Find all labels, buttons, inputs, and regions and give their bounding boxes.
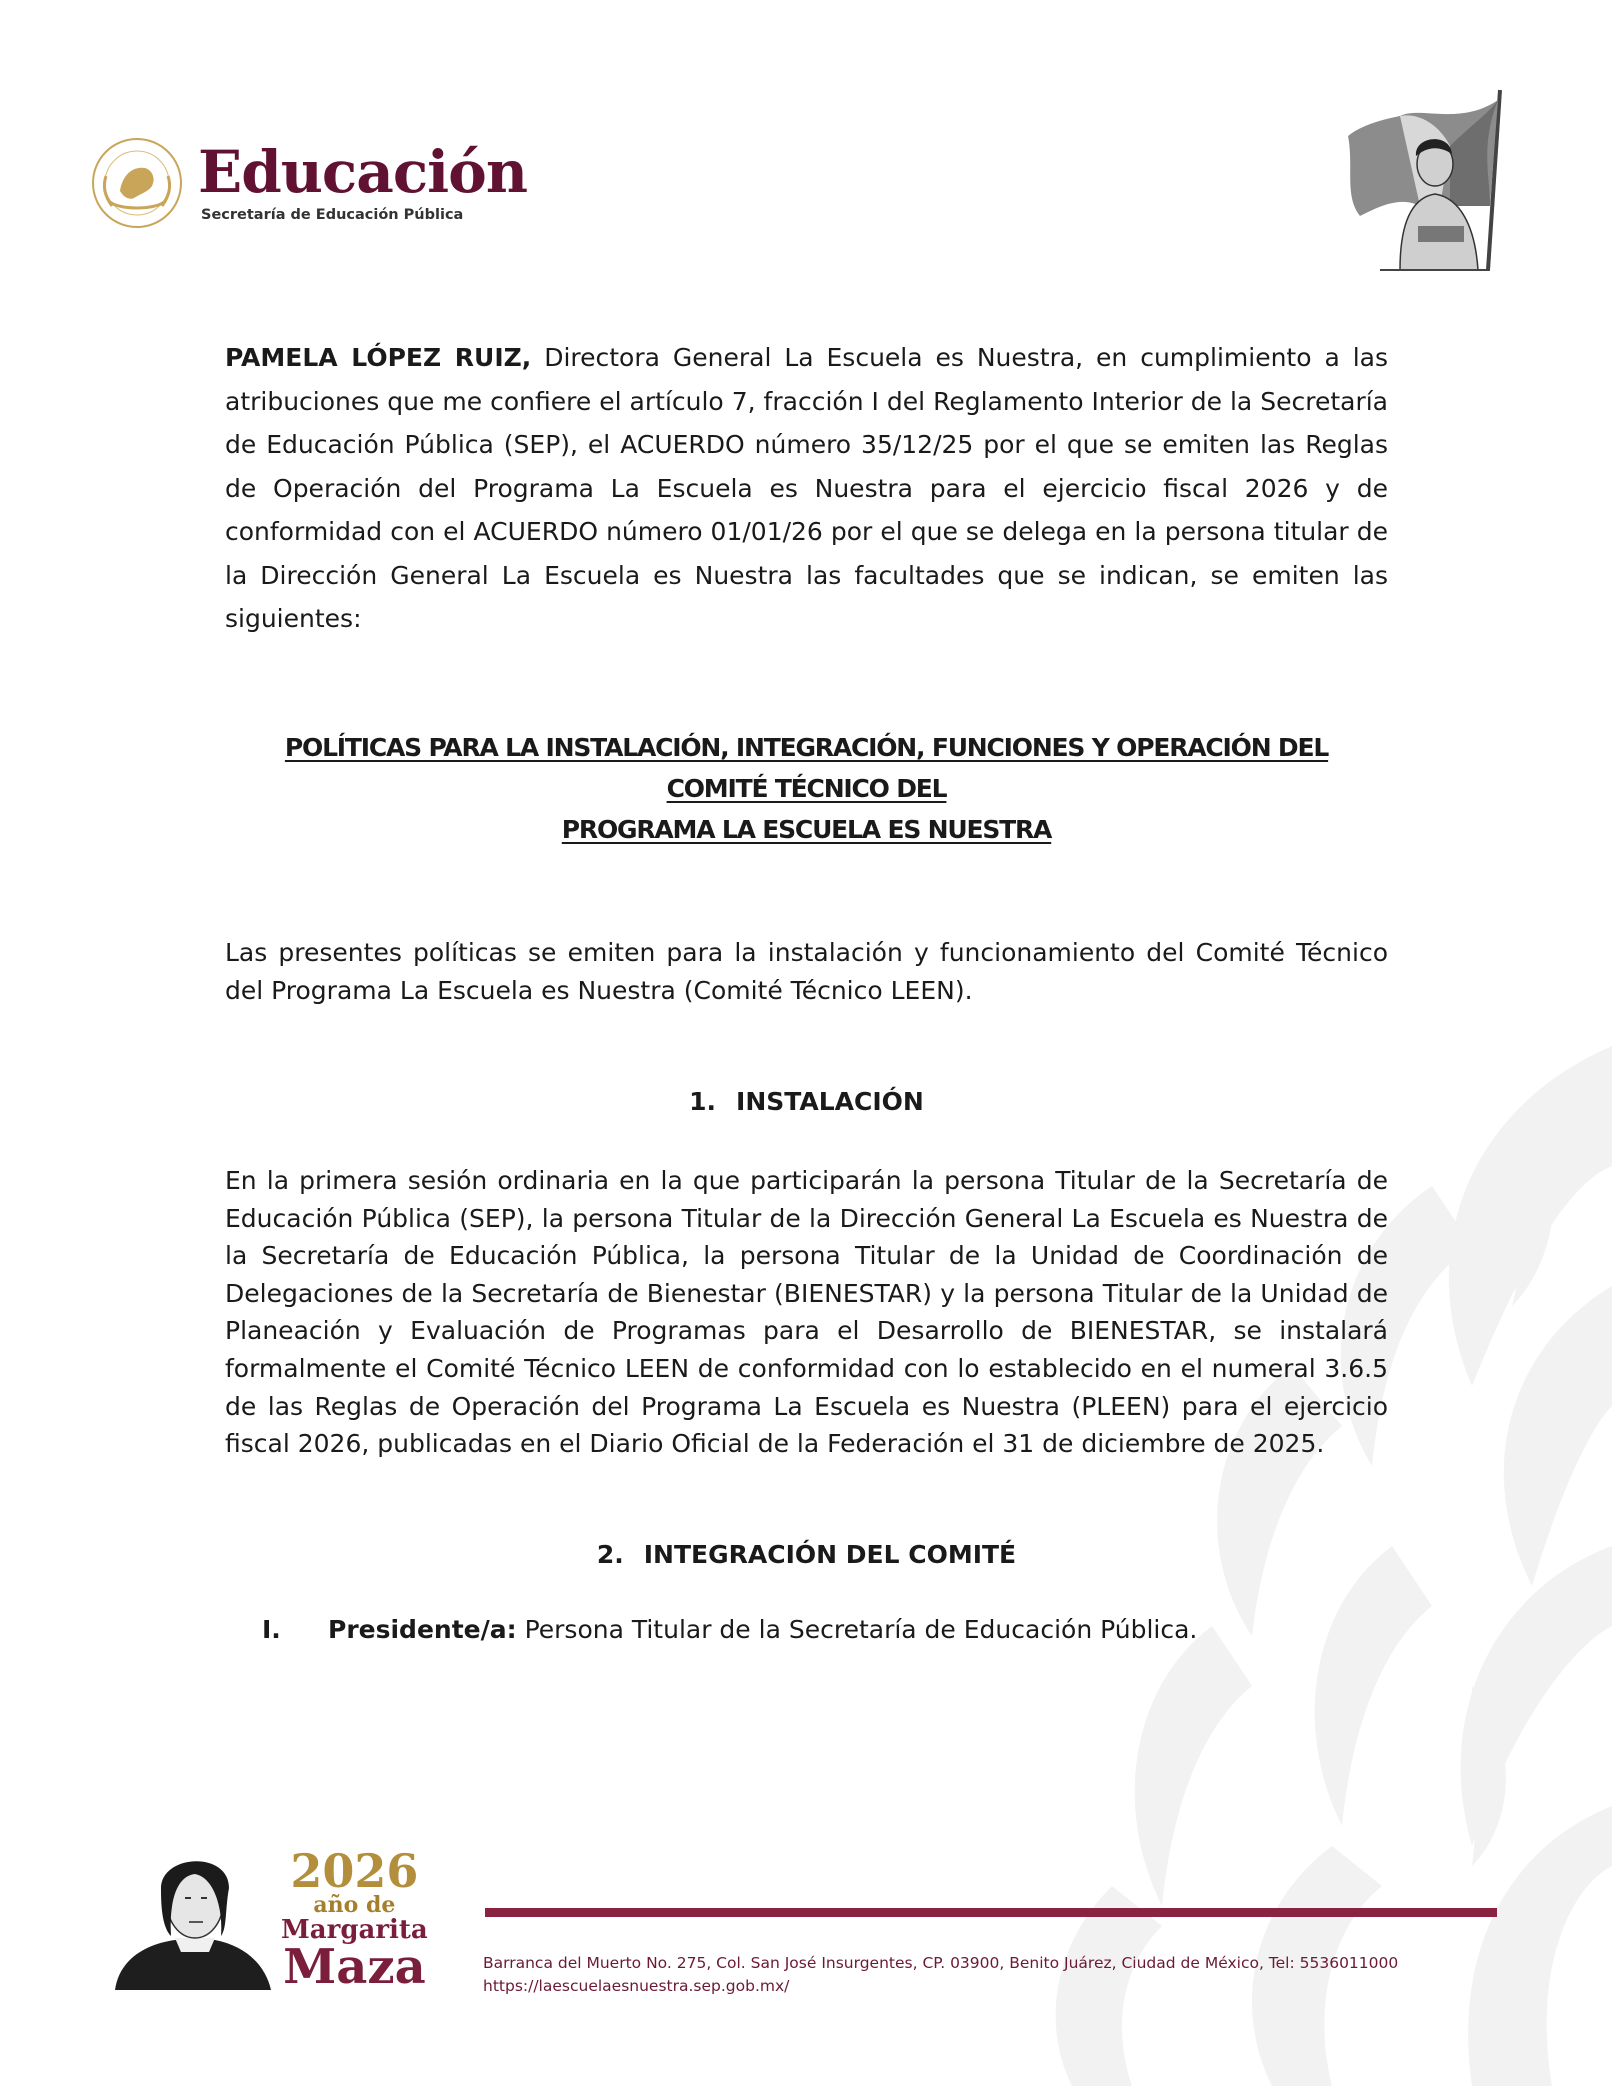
roman-numeral: I. (262, 1615, 281, 1644)
section-heading-instalacion (225, 1087, 1388, 1116)
instalacion-paragraph: En la primera sesión ordinaria en la que participarán la persona Titular de la Secretaría de Educación Pública (SEP), la persona Titular de la Dirección General La Escuela es Nuestra de la Secretaría de Educación Pública, la persona Titular de la Unidad de Coordinación de Delegaciones de la Secretaría de Bienestar (BIENESTAR) y la persona Titular de la Unidad de Planeación y Evaluación de Programas para el Desarrollo de BIENESTAR, se instalará formalmente el Comité Técnico LEEN de conformidad con lo establecido en el numeral 3.6.5 de las Reglas de Operación del Programa La Escuela es Nuestra (PLEEN) para el ejercicio fiscal 2026, publicadas en el Diario Oficial de la Federación el 31 de diciembre de 2025. (225, 1166, 1388, 1459)
badge-ano: año de (313, 1892, 396, 1918)
document-title (225, 727, 1388, 850)
author-name: PAMELA LÓPEZ RUIZ, (225, 343, 532, 372)
footer-address: Barranca del Muerto No. 275, Col. San José Insurgentes, CP. 03900, Benito Juárez, Ciudad de México, Tel: 5536011000 (483, 1954, 1399, 1972)
title-line-1: POLÍTICAS PARA LA INSTALACIÓN, INTEGRACIÓN, FUNCIONES Y OPERACIÓN DEL (284, 733, 1329, 762)
section-title: INSTALACIÓN (736, 1087, 924, 1116)
logo-subtitle: Secretaría de Educación Pública (201, 207, 464, 223)
item-label: Presidente/a: (328, 1615, 517, 1644)
intro-text: Directora General La Escuela es Nuestra, en cumplimiento a las atribuciones que me confiere el artículo 7, fracción I del Reglamento Interior de la Secretaría de Educación Pública (SEP), el ACUERDO número 35/12/25 por el que se emiten las Reglas de Operación del Programa La Escuela es Nuestra para el ejercicio fiscal 2026 y de conformidad con el ACUERDO número 01/01/26 por el que se delega en la persona titular de la Dirección General La Escuela es Nuestra las facultades que se indican, se emiten las siguientes: (225, 343, 1388, 633)
footer-url[interactable]: https://laescuelaesnuestra.sep.gob.mx/ (483, 1977, 790, 1995)
coat-of-arms-icon (90, 136, 184, 230)
badge-name-first: Margarita (281, 1915, 428, 1945)
woman-with-flag-illustration (1340, 86, 1520, 272)
sep-logo (90, 136, 527, 230)
section-number: 2. (596, 1540, 624, 1569)
section-title: INTEGRACIÓN DEL COMITÉ (643, 1540, 1017, 1569)
margarita-maza-badge (105, 1840, 428, 1995)
title-line-2: COMITÉ TÉCNICO DEL (666, 774, 947, 803)
badge-name-last: Maza (283, 1939, 426, 1995)
section-heading-integracion (225, 1540, 1388, 1569)
title-line-3: PROGRAMA LA ESCUELA ES NUESTRA (561, 815, 1052, 844)
footer-contact (483, 1952, 1398, 1998)
list-item-presidente (262, 1615, 1197, 1644)
item-text: Persona Titular de la Secretaría de Educación Pública. (516, 1615, 1198, 1644)
presentes-paragraph: Las presentes políticas se emiten para la instalación y funcionamiento del Comité Técnico del Programa La Escuela es Nuestra (Comité Técnico LEEN). (225, 938, 1388, 1005)
badge-year: 2026 (290, 1844, 419, 1898)
margarita-maza-portrait (105, 1840, 275, 1990)
section-number: 1. (689, 1087, 717, 1116)
logo-title: Educación (198, 138, 528, 206)
intro-paragraph (225, 336, 1388, 641)
footer-divider (485, 1908, 1497, 1917)
